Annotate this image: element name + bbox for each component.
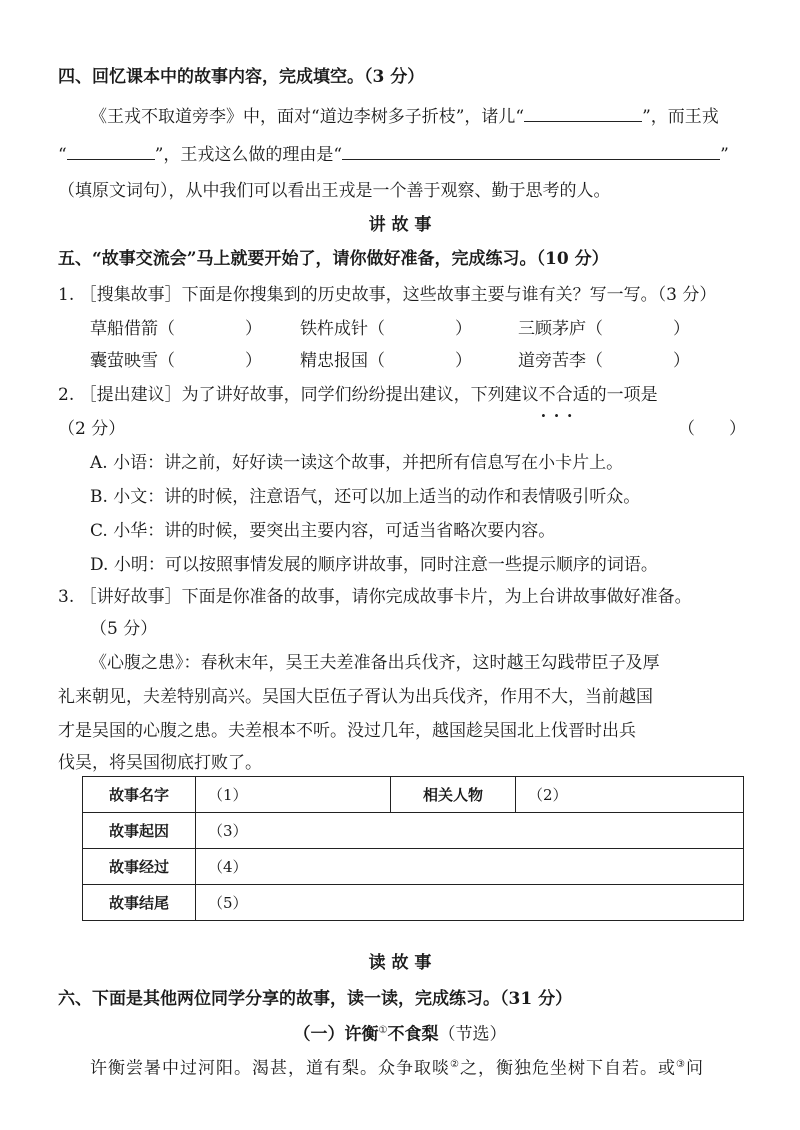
story-line-1: 《心腹之患》：春秋末年，吴王夫差准备出兵伐齐，这时越王勾践带臣子及厚	[90, 653, 660, 673]
option-d: D. 小明：可以按照事情发展的顺序讲故事，同时注意一些提示顺序的词语。	[90, 555, 658, 575]
passage-title-note: （节选）	[438, 1024, 507, 1045]
cell-story-name[interactable]: （1）	[196, 777, 391, 813]
story-card-table	[82, 776, 744, 921]
q4-line1-text: 《王戎不取道旁李》中，面对“道边李树多子折枝”，诸儿“	[90, 107, 525, 127]
item-label: 囊萤映雪（	[90, 351, 175, 371]
passage-text-a: 许衡尝暑中过河阳。渴甚，道有梨。众争取啖	[90, 1058, 450, 1079]
item-daopang	[518, 346, 690, 376]
answer-paren[interactable]: （ ）	[678, 419, 746, 439]
q5-title: 五、“故事交流会”马上就要开始了，请你做好准备，完成练习。（10 分）	[58, 249, 609, 269]
blank-wangrong[interactable]	[67, 141, 155, 160]
item-label: 铁杵成针（	[300, 319, 385, 339]
cell-cause[interactable]: （3）	[196, 813, 744, 849]
cell-process[interactable]: （4）	[196, 849, 744, 885]
q4-line2-text: ”，王戎这么做的理由是“	[154, 145, 343, 165]
item-close: ）	[673, 319, 690, 339]
q5-2-score: （2 分）	[58, 419, 126, 439]
header-ending: 故事结尾	[83, 885, 196, 921]
blank-reason[interactable]	[342, 141, 720, 160]
table-row	[83, 813, 744, 849]
table-row	[83, 885, 744, 921]
option-a: A. 小语：讲之前，好好读一读这个故事，并把所有信息写在小卡片上。	[90, 453, 624, 473]
cell-ending[interactable]: （5）	[196, 885, 744, 921]
quote-close: ”	[720, 145, 729, 165]
story-line-3: 才是吴国的心腹之患。夫差根本不听。没过几年，越国趁吴国北上伐晋时出兵	[58, 721, 636, 741]
item-label: 三顾茅庐（	[518, 319, 603, 339]
item-label: 道旁苦李（	[518, 351, 603, 371]
q5-1-prompt: 1. ［搜集故事］下面是你搜集到的历史故事，这些故事主要与谁有关？写一写。（3 分）	[58, 285, 717, 305]
item-close: ）	[455, 319, 472, 339]
item-tiechu	[300, 314, 472, 344]
passage-text-c: 问	[685, 1058, 704, 1079]
passage-text-b: 之，衡独危坐树下自若。或	[459, 1058, 676, 1079]
q4-line1	[90, 102, 750, 132]
cell-people[interactable]: （2）	[516, 777, 744, 813]
footnote-1: ①	[378, 1025, 388, 1036]
table-row	[83, 777, 744, 813]
item-jingzhong	[300, 346, 472, 376]
footnote-3: ③	[675, 1059, 686, 1070]
item-close: ）	[455, 351, 472, 371]
q4-line2	[58, 140, 750, 170]
section-heading-tell: 讲 故 事	[368, 215, 432, 235]
header-people: 相关人物	[391, 777, 516, 813]
q4-title: 四、回忆课本中的故事内容，完成填空。（3 分）	[58, 67, 425, 87]
header-process: 故事经过	[83, 849, 196, 885]
footnote-2: ②	[450, 1059, 460, 1070]
table-row	[83, 849, 744, 885]
passage-title	[0, 1016, 800, 1050]
item-label: 精忠报国（	[300, 351, 385, 371]
q6-title: 六、下面是其他两位同学分享的故事，读一读，完成练习。（31 分）	[58, 989, 573, 1009]
q4-line1-end: ”，而王戎	[642, 107, 719, 127]
section-heading-read: 读 故 事	[368, 953, 432, 973]
option-b: B. 小文：讲的时候，注意语气，还可以加上适当的动作和表情吸引听众。	[90, 487, 641, 507]
q5-3-score: （5 分）	[90, 619, 158, 639]
quote-open: “	[58, 145, 67, 165]
q5-2-text: 2. ［提出建议］为了讲好故事，同学们纷纷提出建议，下列建议	[58, 385, 539, 405]
item-close: ）	[245, 351, 262, 371]
blank-zhuer[interactable]	[524, 103, 642, 122]
passage-title-a: （一）许衡	[293, 1024, 379, 1045]
q5-3-prompt: 3. ［讲好故事］下面是你准备的故事，请你完成故事卡片，为上台讲故事做好准备。	[58, 587, 692, 607]
story-line-4: 伐吴，将吴国彻底打败了。	[58, 753, 262, 773]
emphasis-buheshi: 不合适 · · ·	[539, 385, 590, 405]
header-cause: 故事起因	[83, 813, 196, 849]
passage-title-b: 不食梨	[387, 1024, 439, 1045]
q5-2-text-end: 的一项是	[589, 385, 658, 405]
q4-line3: （填原文词句），从中我们可以看出王戎是一个善于观察、勤于思考的人。	[58, 181, 611, 201]
item-caochuan	[90, 314, 262, 344]
item-nangying	[90, 346, 262, 376]
passage-line-1	[90, 1050, 750, 1084]
header-story-name: 故事名字	[83, 777, 196, 813]
q5-2-prompt	[58, 380, 750, 410]
item-close: ）	[673, 351, 690, 371]
story-line-2: 礼来朝见，夫差特别高兴。吴国大臣伍子胥认为出兵伐齐，作用不大，当前越国	[58, 687, 653, 707]
item-close: ）	[245, 319, 262, 339]
option-c: C. 小华：讲的时候，要突出主要内容，可适当省略次要内容。	[90, 521, 556, 541]
item-label: 草船借箭（	[90, 319, 175, 339]
item-sangu	[518, 314, 690, 344]
